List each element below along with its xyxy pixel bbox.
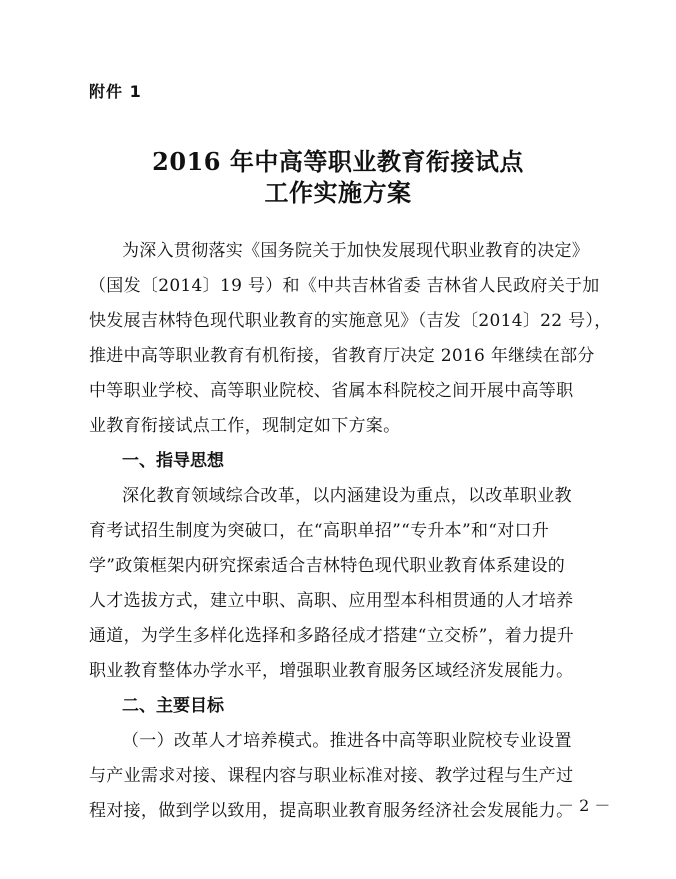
intro-line: 快发展吉林特色现代职业教育的实施意见》（吉发〔2014〕22 号）， [89, 311, 612, 331]
intro-line: （国发〔2014〕19 号）和《中共吉林省委 吉林省人民政府关于加 [89, 276, 600, 296]
intro-line: 业教育衔接试点工作，现制定如下方案。 [89, 416, 401, 436]
section2-line: 与产业需求对接、课程内容与职业标准对接、教学过程与生产过 [89, 766, 574, 786]
section1-line: 深化教育领域综合改革，以内涵建设为重点，以改革职业教 [122, 486, 572, 506]
section2-line: （一）改革人才培养模式。推进各中高等职业院校专业设置 [122, 731, 572, 751]
document-title-line-1: 2016 年中高等职业教育衔接试点 [152, 147, 524, 176]
document-title-line-2: 工作实施方案 [264, 178, 412, 207]
section1-line: 学”政策框架内研究探索适合吉林特色现代职业教育体系建设的 [89, 556, 566, 576]
section1-line: 职业教育整体办学水平，增强职业教育服务区域经济发展能力。 [89, 661, 574, 681]
intro-line: 中等职业学校、高等职业院校、省属本科院校之间开展中高等职 [89, 381, 574, 401]
intro-line: 为深入贯彻落实《国务院关于加快发展现代职业教育的决定》 [122, 241, 590, 261]
section1-line: 育考试招生制度为突破口，在“高职单招”“专升本”和“对口升 [89, 521, 550, 541]
attachment-label: 附件 1 [89, 82, 142, 101]
page-number: － 2 － [558, 796, 611, 815]
section-heading-main-goals: 二、主要目标 [122, 696, 224, 716]
section1-line: 通道，为学生多样化选择和多路径成才搭建“立交桥”，着力提升 [89, 626, 575, 646]
intro-line: 推进中高等职业教育有机衔接，省教育厅决定 2016 年继续在部分 [89, 346, 595, 366]
section2-line: 程对接，做到学以致用，提高职业教育服务经济社会发展能力。 [89, 801, 574, 821]
section-heading-guiding-ideology: 一、指导思想 [122, 451, 224, 471]
section1-line: 人才选拔方式，建立中职、高职、应用型本科相贯通的人才培养 [89, 591, 574, 611]
